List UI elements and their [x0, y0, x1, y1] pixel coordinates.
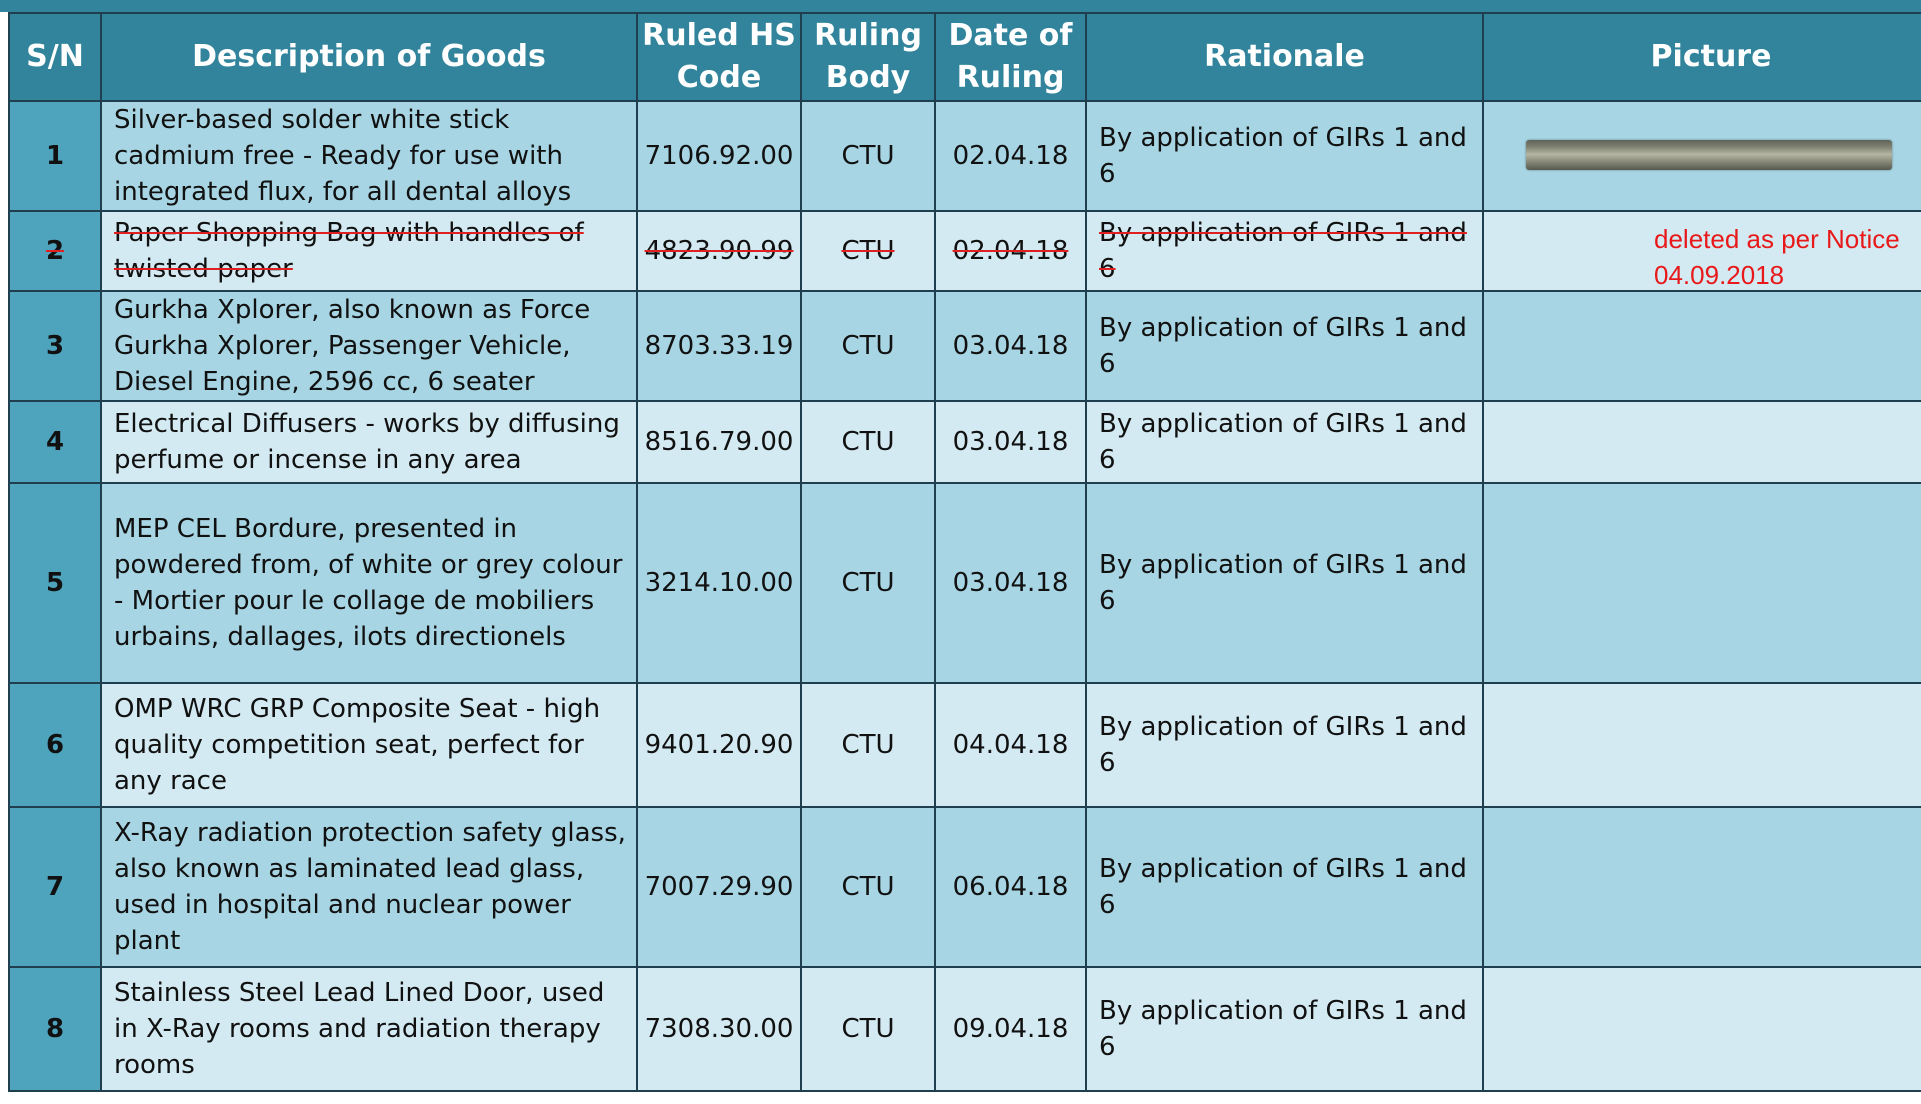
row-hs-code: 8703.33.19 — [637, 291, 801, 401]
row-sn-value: 2 — [45, 236, 65, 266]
row-ruling-body: CTU — [801, 807, 935, 967]
row-picture — [1483, 101, 1921, 211]
row-rationale: By application of GIRs 1 and 6 — [1086, 291, 1483, 401]
row-picture — [1483, 683, 1921, 807]
row-picture — [1483, 291, 1921, 401]
row-sn: 7 — [9, 807, 101, 967]
row-date: 02.04.18 — [935, 101, 1086, 211]
row-sn: 4 — [9, 401, 101, 483]
row-description: Gurkha Xplorer, also known as Force Gurkha Xplorer, Passenger Vehicle, Diesel Engine, 2596 cc, 6 seater — [101, 291, 637, 401]
table-row — [9, 967, 1921, 1091]
row-rationale-value: By application of GIRs 1 and 6 — [1099, 218, 1467, 284]
row-sn: 6 — [9, 683, 101, 807]
table-row — [9, 291, 1921, 401]
row-ruling-body: CTU — [801, 967, 935, 1091]
table-header-row — [9, 13, 1921, 101]
header-hs-code — [637, 13, 801, 101]
header-sn: S/N — [9, 13, 101, 101]
row-date: 03.04.18 — [935, 401, 1086, 483]
header-ruling-body-line1: Ruling — [814, 18, 922, 53]
row-sn: 1 — [9, 101, 101, 211]
row-ruling-body-value: CTU — [841, 236, 895, 266]
header-picture: Picture — [1483, 13, 1921, 101]
row-description: OMP WRC GRP Composite Seat - high quality competition seat, perfect for any race — [101, 683, 637, 807]
row-sn: 8 — [9, 967, 101, 1091]
row-date: 03.04.18 — [935, 483, 1086, 683]
header-ruling-body — [801, 13, 935, 101]
row-date: 04.04.18 — [935, 683, 1086, 807]
row-rationale: By application of GIRs 1 and 6 — [1086, 683, 1483, 807]
row-ruling-body — [801, 211, 935, 291]
row-hs-code: 3214.10.00 — [637, 483, 801, 683]
table-row-deleted — [9, 211, 1921, 291]
row-ruling-body: CTU — [801, 483, 935, 683]
header-rationale: Rationale — [1086, 13, 1483, 101]
row-date: 03.04.18 — [935, 291, 1086, 401]
row-description: Stainless Steel Lead Lined Door, used in X-Ray rooms and radiation therapy rooms — [101, 967, 637, 1091]
row-hs-code — [637, 211, 801, 291]
row-hs-code: 8516.79.00 — [637, 401, 801, 483]
header-date — [935, 13, 1086, 101]
top-border-strip — [0, 0, 1921, 12]
row-hs-code: 9401.20.90 — [637, 683, 801, 807]
row-description: Silver-based solder white stick cadmium free - Ready for use with integrated flux, for all dental alloys — [101, 101, 637, 211]
row-rationale: By application of GIRs 1 and 6 — [1086, 483, 1483, 683]
row-hs-code-value: 4823.90.99 — [644, 236, 794, 266]
row-ruling-body: CTU — [801, 101, 935, 211]
row-description: MEP CEL Bordure, presented in powdered from, of white or grey colour - Mortier pour le collage de mobiliers urbains, dallages, ilots directionels — [101, 483, 637, 683]
table-row — [9, 483, 1921, 683]
table-row — [9, 101, 1921, 211]
row-picture — [1483, 401, 1921, 483]
row-sn: 3 — [9, 291, 101, 401]
row-description: Electrical Diffusers - works by diffusing perfume or incense in any area — [101, 401, 637, 483]
row-rationale: By application of GIRs 1 and 6 — [1086, 401, 1483, 483]
solder-stick-image — [1526, 140, 1892, 170]
row-sn — [9, 211, 101, 291]
header-hs-code-line1: Ruled HS — [642, 18, 796, 53]
row-description: X-Ray radiation protection safety glass, also known as laminated lead glass, used in hospital and nuclear power plant — [101, 807, 637, 967]
row-rationale: By application of GIRs 1 and 6 — [1086, 967, 1483, 1091]
row-description-value: Paper Shopping Bag with handles of twisted paper — [114, 218, 584, 284]
table-row — [9, 807, 1921, 967]
header-ruling-body-line2: Body — [825, 60, 911, 95]
row-date — [935, 211, 1086, 291]
row-sn: 5 — [9, 483, 101, 683]
row-picture — [1483, 483, 1921, 683]
row-ruling-body: CTU — [801, 401, 935, 483]
row-date: 09.04.18 — [935, 967, 1086, 1091]
row-picture — [1483, 967, 1921, 1091]
row-rationale: By application of GIRs 1 and 6 — [1086, 101, 1483, 211]
row-hs-code: 7106.92.00 — [637, 101, 801, 211]
row-rationale: By application of GIRs 1 and 6 — [1086, 807, 1483, 967]
header-hs-code-line2: Code — [676, 60, 762, 95]
table-row — [9, 401, 1921, 483]
header-date-line1: Date of — [948, 18, 1073, 53]
row-date-value: 02.04.18 — [952, 236, 1069, 266]
table-row — [9, 683, 1921, 807]
row-ruling-body: CTU — [801, 291, 935, 401]
tariff-rulings-table — [8, 12, 1921, 1092]
row-date: 06.04.18 — [935, 807, 1086, 967]
row-rationale — [1086, 211, 1483, 291]
row-hs-code: 7308.30.00 — [637, 967, 801, 1091]
row-hs-code: 7007.29.90 — [637, 807, 801, 967]
header-date-line2: Ruling — [956, 60, 1065, 95]
deleted-notice-annotation: deleted as per Notice 04.09.2018 — [1654, 224, 1900, 290]
row-description — [101, 211, 637, 291]
row-ruling-body: CTU — [801, 683, 935, 807]
picture-container — [1484, 107, 1921, 206]
header-description: Description of Goods — [101, 13, 637, 101]
row-picture — [1483, 807, 1921, 967]
